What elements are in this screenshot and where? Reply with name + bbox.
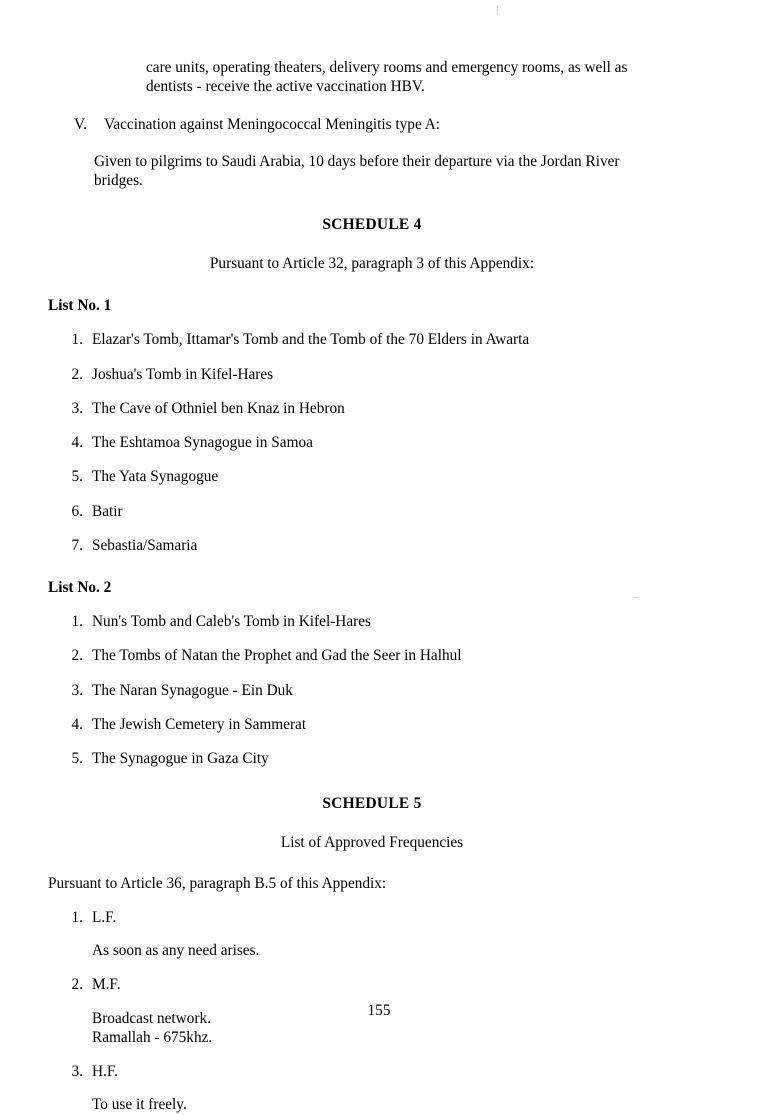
frequency-entry — [66, 1062, 696, 1081]
frequency-detail-line-1: As soon as any need arises. — [92, 942, 260, 960]
frequency-entry-detail — [92, 941, 696, 960]
schedule-4-title: SCHEDULE 4 — [322, 216, 422, 234]
list-item-text: Joshua's Tomb in Kifel-Hares — [92, 365, 274, 383]
given-paragraph — [94, 152, 686, 191]
list-item — [66, 433, 696, 452]
list-item — [66, 612, 696, 631]
frequency-entry-label: M.F. — [92, 976, 121, 994]
list-item-text: The Yata Synagogue — [92, 468, 219, 486]
list-item-text: Sebastia/Samaria — [92, 536, 198, 554]
page-number: 155 — [367, 1002, 391, 1019]
list-item-number: 2. — [71, 365, 83, 383]
list-item-number: 1. — [71, 613, 83, 631]
list-item-text: Batir — [92, 502, 123, 520]
list-item-number: 4. — [71, 715, 83, 733]
frequency-entry-detail — [92, 1095, 696, 1114]
list-no-2-heading: List No. 2 — [48, 579, 112, 597]
continued-paragraph-line-1: care units, operating theaters, delivery rooms and emergency rooms, as well as — [146, 59, 628, 76]
schedule-5-title: SCHEDULE 5 — [322, 794, 422, 812]
frequency-detail-line-1: To use it freely. — [92, 1096, 187, 1114]
roman-item-text: Vaccination against Meningococcal Meningitis type A: — [104, 115, 441, 133]
frequency-detail-line-1: Broadcast network. — [92, 1009, 211, 1027]
list-item — [66, 681, 696, 700]
continued-paragraph — [146, 58, 688, 97]
roman-numeral-v: V. — [74, 115, 87, 133]
list-item — [66, 365, 696, 384]
list-item-number: 3. — [71, 399, 83, 417]
page-margin-tick-mark — [633, 597, 639, 598]
frequency-entry-number: 3. — [71, 1063, 83, 1081]
frequency-entry-label: H.F. — [92, 1063, 118, 1081]
list-item-number: 2. — [71, 647, 83, 665]
given-paragraph-line-1: Given to pilgrims to Saudi Arabia, 10 days before their departure via the Jordan River — [94, 152, 620, 170]
list-item-number: 1. — [71, 331, 83, 349]
list-item-text: The Synagogue in Gaza City — [92, 750, 269, 768]
list-item — [66, 536, 696, 555]
schedule-5-pursuant-line: Pursuant to Article 36, paragraph B.5 of this Appendix: — [48, 874, 387, 892]
frequency-entry — [66, 975, 696, 994]
roman-list-item-v — [74, 115, 696, 134]
given-paragraph-line-2: bridges. — [94, 172, 143, 190]
list-item-text: Nun's Tomb and Caleb's Tomb in Kifel-Hares — [92, 613, 371, 631]
list-item — [66, 749, 696, 768]
list-item — [66, 399, 696, 418]
schedule-5-subtitle: List of Approved Frequencies — [280, 833, 464, 851]
list-item-text: Elazar's Tomb, Ittamar's Tomb and the Tomb of the 70 Elders in Awarta — [92, 331, 530, 349]
list-item — [66, 330, 696, 349]
list-item-number: 3. — [71, 681, 83, 699]
list-item-number: 4. — [71, 434, 83, 452]
frequency-detail-line-2: Ramallah - 675khz. — [92, 1028, 213, 1046]
list-item — [66, 646, 696, 665]
schedule-4-subtitle: Pursuant to Article 32, paragraph 3 of this Appendix: — [209, 255, 535, 273]
list-item — [66, 502, 696, 521]
page-edge-tick-mark — [497, 6, 498, 15]
list-no-1-heading: List No. 1 — [48, 297, 112, 315]
list-item-number: 5. — [71, 468, 83, 486]
frequency-entry — [66, 908, 696, 927]
list-item-text: The Tombs of Natan the Prophet and Gad the Seer in Halhul — [92, 647, 462, 665]
frequency-entry-number: 1. — [71, 908, 83, 926]
list-item — [66, 715, 696, 734]
list-item-text: The Eshtamoa Synagogue in Samoa — [92, 434, 313, 452]
continued-paragraph-line-2: dentists - receive the active vaccination HBV. — [146, 78, 425, 96]
list-item-text: The Jewish Cemetery in Sammerat — [92, 715, 307, 733]
frequency-entry-number: 2. — [71, 976, 83, 994]
list-item — [66, 467, 696, 486]
list-item-number: 7. — [71, 536, 83, 554]
list-item-text: The Naran Synagogue - Ein Duk — [92, 681, 293, 699]
list-item-number: 5. — [71, 750, 83, 768]
frequency-entry-label: L.F. — [92, 908, 117, 926]
list-item-number: 6. — [71, 502, 83, 520]
list-item-text: The Cave of Othniel ben Knaz in Hebron — [92, 399, 345, 417]
